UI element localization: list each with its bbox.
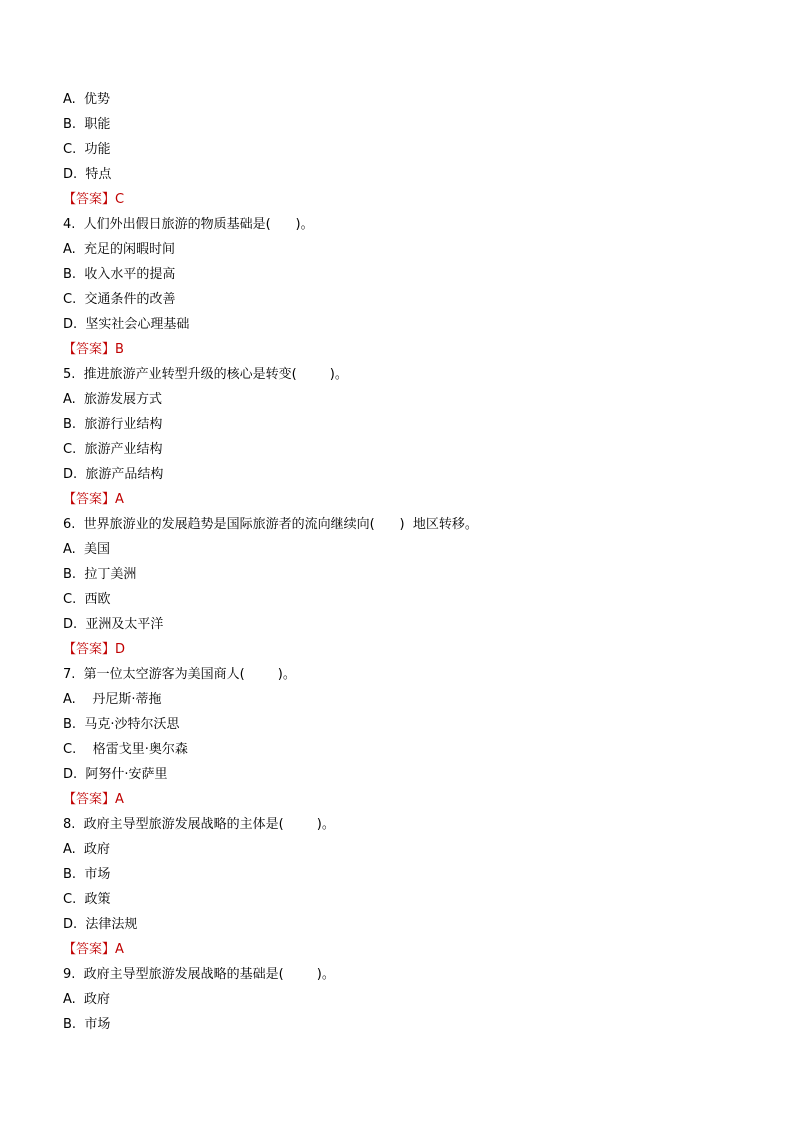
answer-line: 【答案】D: [63, 642, 126, 657]
option-line: C. 西欧: [63, 592, 111, 607]
document-body: [63, 87, 743, 1037]
option-line: C. 旅游产业结构: [63, 442, 163, 457]
option-line: A. 充足的闲暇时间: [63, 242, 176, 257]
option-line: A. 优势: [63, 92, 111, 107]
option-line: D. 阿努什·安萨里: [63, 767, 168, 782]
option-line: A. 政府: [63, 992, 111, 1007]
option-line: D. 旅游产品结构: [63, 467, 164, 482]
question-line: 5. 推进旅游产业转型升级的核心是转变( )。: [63, 367, 348, 382]
option-line: B. 市场: [63, 867, 111, 882]
option-line: D. 特点: [63, 167, 112, 182]
answer-line: 【答案】A: [63, 792, 124, 807]
answer-line: 【答案】A: [63, 942, 124, 957]
option-line: B. 旅游行业结构: [63, 417, 163, 432]
option-line: B. 职能: [63, 117, 111, 132]
option-line: A. 政府: [63, 842, 111, 857]
option-line: B. 拉丁美洲: [63, 567, 137, 582]
option-line: A. 美国: [63, 542, 111, 557]
question-line: 4. 人们外出假日旅游的物质基础是( )。: [63, 217, 314, 232]
question-line: 8. 政府主导型旅游发展战略的主体是( )。: [63, 817, 335, 832]
answer-line: 【答案】A: [63, 492, 124, 507]
question-line: 9. 政府主导型旅游发展战略的基础是( )。: [63, 967, 335, 982]
option-line: D. 法律法规: [63, 917, 138, 932]
option-line: B. 收入水平的提高: [63, 267, 176, 282]
option-line: C. 政策: [63, 892, 111, 907]
option-line: D. 坚实社会心理基础: [63, 317, 190, 332]
option-line: C. 功能: [63, 142, 111, 157]
question-line: 7. 第一位太空游客为美国商人( )。: [63, 667, 296, 682]
answer-line: 【答案】B: [63, 342, 124, 357]
option-line: C. 格雷戈里·奥尔森: [63, 742, 188, 757]
answer-line: 【答案】C: [63, 192, 125, 207]
option-line: B. 市场: [63, 1017, 111, 1032]
option-line: B. 马克·沙特尔沃思: [63, 717, 180, 732]
option-line: A. 旅游发展方式: [63, 392, 163, 407]
option-line: C. 交通条件的改善: [63, 292, 176, 307]
option-line: A. 丹尼斯·蒂拖: [63, 692, 162, 707]
question-line: 6. 世界旅游业的发展趋势是国际旅游者的流向继续向( ) 地区转移。: [63, 517, 478, 532]
option-line: D. 亚洲及太平洋: [63, 617, 164, 632]
